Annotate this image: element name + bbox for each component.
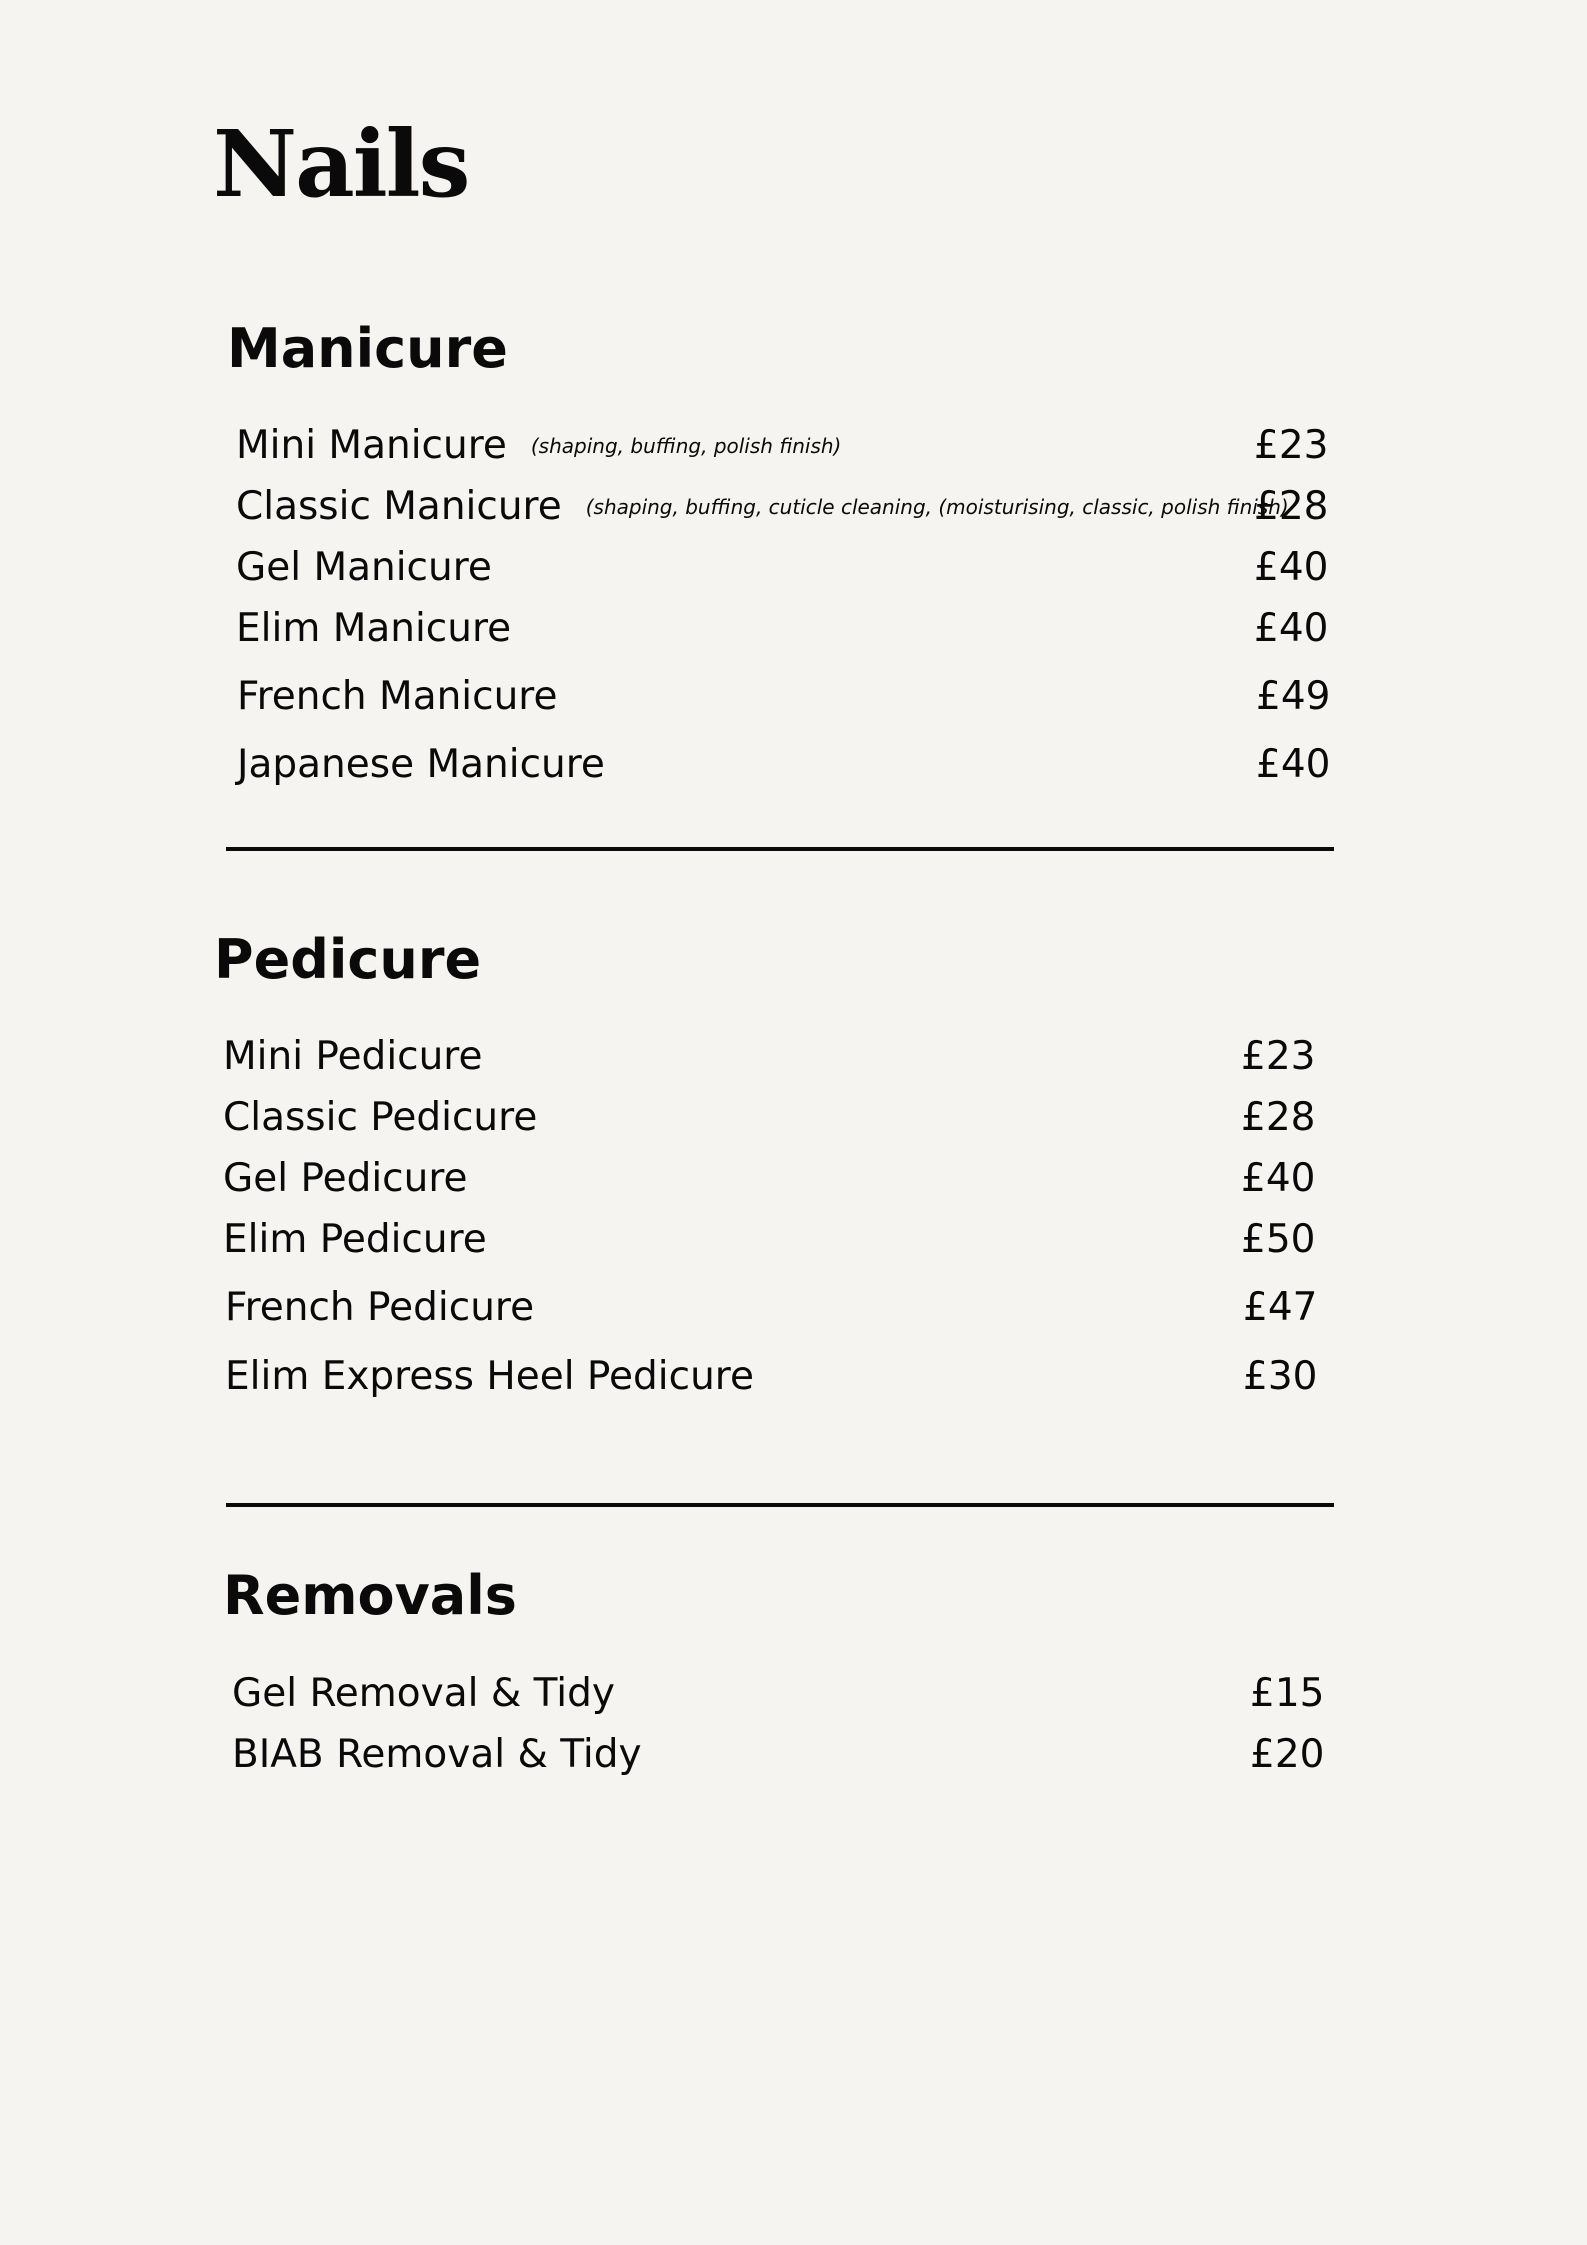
manicure-item [237,671,1337,721]
item-price: £15 [1250,1670,1325,1716]
removals-item [232,1729,1332,1779]
item-name: French Manicure [237,673,558,719]
item-name: Mini Pedicure [223,1033,483,1079]
item-price: £49 [1256,673,1331,719]
item-name: Elim Manicure [236,605,512,651]
item-price: £30 [1243,1353,1318,1399]
item-note: (shaping, buffing, polish finish) [530,434,842,458]
item-name: Gel Pedicure [223,1155,468,1201]
item-price: £50 [1241,1216,1316,1262]
item-name: Elim Pedicure [223,1216,487,1262]
manicure-item [237,739,1337,789]
item-price: £28 [1241,1094,1316,1140]
removals-heading: Removals [223,1564,517,1627]
item-name: Classic Manicure [236,483,562,529]
pedicure-item [223,1031,1323,1081]
pedicure-item [223,1153,1323,1203]
item-price: £28 [1254,483,1329,529]
manicure-heading: Manicure [227,317,508,380]
item-price: £47 [1243,1284,1318,1330]
section-divider [226,1503,1334,1507]
item-name: Mini Manicure [236,422,507,468]
removals-item [232,1668,1332,1718]
item-price: £40 [1256,741,1331,787]
pedicure-item [225,1351,1325,1401]
manicure-item [236,603,1336,653]
item-name: Japanese Manicure [237,741,605,787]
manicure-item [236,542,1336,592]
page-title: Nails [213,110,469,218]
manicure-item [236,481,1336,531]
pedicure-heading: Pedicure [214,928,482,991]
item-price: £23 [1254,422,1329,468]
pedicure-item [223,1092,1323,1142]
section-divider [226,847,1334,851]
manicure-item [236,420,1336,470]
item-price: £40 [1254,605,1329,651]
pedicure-item [223,1214,1323,1264]
item-name: Classic Pedicure [223,1094,538,1140]
item-name: French Pedicure [225,1284,535,1330]
item-name: Gel Removal & Tidy [232,1670,615,1716]
item-price: £23 [1241,1033,1316,1079]
item-price: £40 [1241,1155,1316,1201]
item-price: £40 [1254,544,1329,590]
item-note: (shaping, buffing, cuticle cleaning, (moisturising, classic, polish finish) [585,495,1289,519]
item-name: Gel Manicure [236,544,492,590]
item-price: £20 [1250,1731,1325,1777]
pedicure-item [225,1282,1325,1332]
item-name: Elim Express Heel Pedicure [225,1353,754,1399]
item-name: BIAB Removal & Tidy [232,1731,642,1777]
